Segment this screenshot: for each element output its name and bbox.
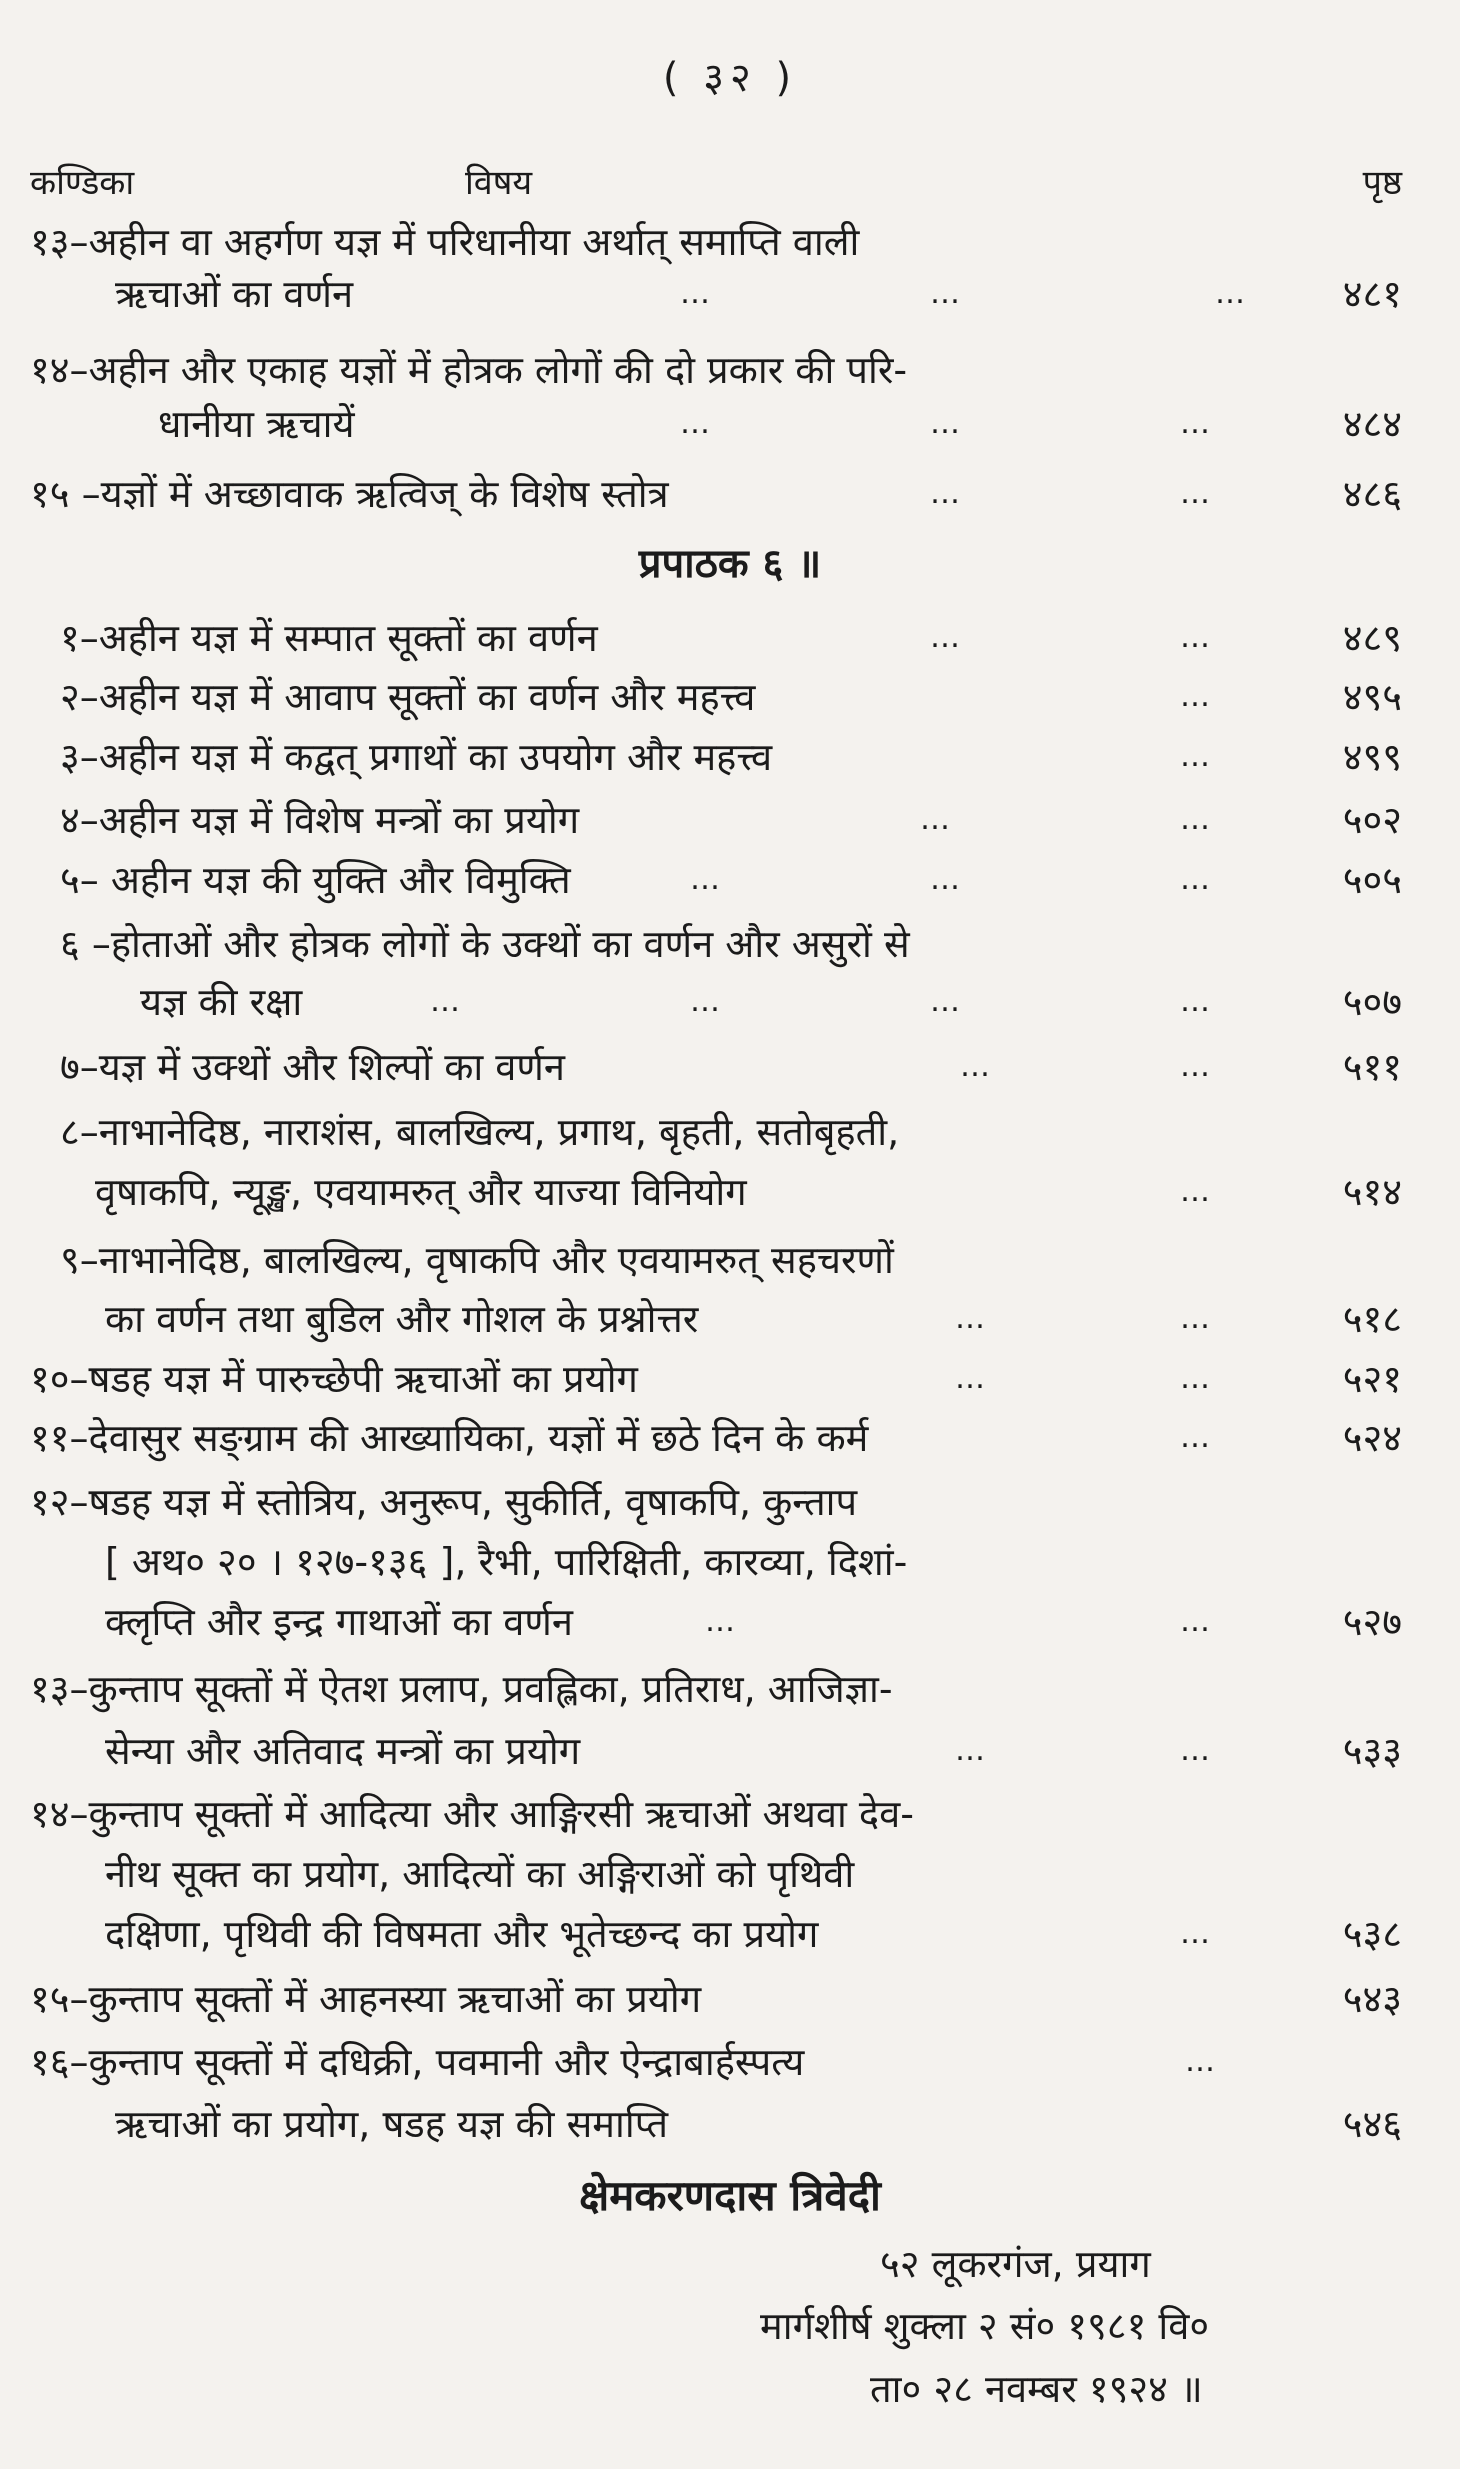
- leader-dots: …: [930, 620, 962, 655]
- entry-line: धानीया ऋचायें: [158, 402, 355, 446]
- entry-page: ४८६: [1342, 472, 1402, 516]
- leader-dots: …: [930, 984, 962, 1019]
- entry-line: क्लृप्ति और इन्द्र गाथाओं का वर्णन: [105, 1600, 573, 1644]
- entry-line: १४–अहीन और एकाह यज्ञों में होत्रक लोगों की दो प्रकार की परि-: [30, 348, 908, 392]
- leader-dots: …: [920, 802, 952, 837]
- leader-dots: …: [960, 1049, 992, 1084]
- leader-dots: …: [955, 1361, 987, 1396]
- entry-page: ५०७: [1342, 980, 1402, 1024]
- leader-dots: …: [690, 984, 722, 1019]
- entry-line: ५– अहीन यज्ञ की युक्ति और विमुक्ति: [60, 858, 571, 902]
- leader-dots: …: [930, 862, 962, 897]
- author-address: ५२ लूकरगंज, प्रयाग: [880, 2242, 1151, 2286]
- leader-dots: …: [1180, 620, 1212, 655]
- section-heading: प्रपाठक ६ ॥: [638, 541, 822, 587]
- entry-line: १४–कुन्ताप सूक्तों में आदित्या और आङ्गिरसी ऋचाओं अथवा देव-: [30, 1792, 914, 1836]
- leader-dots: …: [1180, 739, 1212, 774]
- entry-line: [ अथ० २० । १२७-१३६ ], रैभी, पारिक्षिती, कारव्या, दिशां-: [105, 1540, 908, 1584]
- leader-dots: …: [1180, 984, 1212, 1019]
- leader-dots: …: [930, 476, 962, 511]
- entry-page: ५११: [1342, 1045, 1402, 1089]
- leader-dots: …: [1180, 476, 1212, 511]
- entry-page: ५२१: [1342, 1357, 1402, 1401]
- date-line-1: मार्गशीर्ष शुक्ला २ सं० १९८१ वि०: [760, 2304, 1210, 2348]
- entry-page: ५३३: [1342, 1729, 1402, 1773]
- leader-dots: …: [930, 406, 962, 441]
- entry-line: १६–कुन्ताप सूक्तों में दधिक्री, पवमानी और ऐन्द्राबार्हस्पत्य: [30, 2040, 805, 2084]
- leader-dots: …: [690, 862, 722, 897]
- entry-line: दक्षिणा, पृथिवी की विषमता और भूतेच्छन्द का प्रयोग: [105, 1912, 819, 1956]
- leader-dots: …: [1180, 679, 1212, 714]
- entry-page: ४८९: [1342, 616, 1402, 660]
- page-number: ( ३२ ): [662, 55, 798, 101]
- entry-line: का वर्णन तथा बुडिल और गोशल के प्रश्नोत्तर: [105, 1297, 699, 1341]
- header-prishth: पृष्ठ: [1362, 163, 1402, 203]
- entry-line: १०–षडह यज्ञ में पारुच्छेपी ऋचाओं का प्रयोग: [30, 1357, 638, 1401]
- entry-line: ९–नाभानेदिष्ठ, बालखिल्य, वृषाकपि और एवयामरुत् सहचरणों: [60, 1238, 894, 1282]
- leader-dots: …: [930, 276, 962, 311]
- entry-page: ५०५: [1342, 858, 1402, 902]
- entry-page: ५३८: [1342, 1912, 1402, 1956]
- author-signature: क्षेमकरणदास त्रिवेदी: [579, 2171, 881, 2220]
- header-kandika: कण्डिका: [30, 163, 135, 203]
- entry-line: ७–यज्ञ में उक्थों और शिल्पों का वर्णन: [60, 1045, 565, 1089]
- entry-page: ४९९: [1342, 735, 1402, 779]
- entry-line: १–अहीन यज्ञ में सम्पात सूक्तों का वर्णन: [60, 616, 598, 660]
- entry-line: ३–अहीन यज्ञ में कद्वत् प्रगाथों का उपयोग और महत्त्व: [60, 735, 773, 779]
- entry-page: ५२४: [1342, 1416, 1402, 1460]
- header-vishay: विषय: [465, 163, 533, 203]
- leader-dots: …: [1185, 2044, 1217, 2079]
- leader-dots: …: [1180, 1420, 1212, 1455]
- leader-dots: …: [1180, 1361, 1212, 1396]
- entry-line: ४–अहीन यज्ञ में विशेष मन्त्रों का प्रयोग: [60, 798, 580, 842]
- entry-line: १२–षडह यज्ञ में स्तोत्रिय, अनुरूप, सुकीर्ति, वृषाकपि, कुन्ताप: [30, 1480, 858, 1524]
- leader-dots: …: [1180, 406, 1212, 441]
- entry-line: यज्ञ की रक्षा: [140, 980, 303, 1024]
- entry-line: १३–कुन्ताप सूक्तों में ऐतश प्रलाप, प्रवह्लिका, प्रतिराध, आजिज्ञा-: [30, 1667, 893, 1711]
- leader-dots: …: [680, 406, 712, 441]
- leader-dots: …: [1180, 1049, 1212, 1084]
- entry-page: ५०२: [1342, 798, 1402, 842]
- leader-dots: …: [1215, 276, 1247, 311]
- entry-line: ६ –होताओं और होत्रक लोगों के उक्थों का वर्णन और असुरों से: [60, 922, 910, 966]
- entry-page: ५२७: [1342, 1600, 1402, 1644]
- entry-line: १५ –यज्ञों में अच्छावाक ऋत्विज् के विशेष स्तोत्र: [30, 472, 669, 516]
- leader-dots: …: [705, 1604, 737, 1639]
- entry-page: ४९५: [1342, 675, 1402, 719]
- entry-line: ८–नाभानेदिष्ठ, नाराशंस, बालखिल्य, प्रगाथ, बृहती, सतोबृहती,: [60, 1110, 900, 1154]
- entry-line: ११–देवासुर सङ्ग्राम की आख्यायिका, यज्ञों में छठे दिन के कर्म: [30, 1416, 869, 1460]
- leader-dots: …: [1180, 1604, 1212, 1639]
- entry-page: ५१४: [1342, 1170, 1402, 1214]
- entry-line: २–अहीन यज्ञ में आवाप सूक्तों का वर्णन और महत्त्व: [60, 675, 756, 719]
- entry-line: सेन्या और अतिवाद मन्त्रों का प्रयोग: [105, 1729, 581, 1773]
- entry-page: ४८१: [1342, 272, 1402, 316]
- entry-line: ऋचाओं का वर्णन: [115, 272, 354, 316]
- entry-page: ५४६: [1342, 2102, 1402, 2146]
- entry-line: ऋचाओं का प्रयोग, षडह यज्ञ की समाप्ति: [115, 2102, 669, 2146]
- entry-line: वृषाकपि, न्यूङ्ख, एवयामरुत् और याज्या विनियोग: [95, 1170, 747, 1214]
- entry-line: १३–अहीन वा अहर्गण यज्ञ में परिधानीया अर्थात् समाप्ति वाली: [30, 220, 860, 264]
- leader-dots: …: [955, 1733, 987, 1768]
- entry-page: ५१८: [1342, 1297, 1402, 1341]
- leader-dots: …: [955, 1301, 987, 1336]
- leader-dots: …: [1180, 1916, 1212, 1951]
- leader-dots: …: [1180, 1174, 1212, 1209]
- entry-page: ४८४: [1342, 402, 1402, 446]
- entry-line: नीथ सूक्त का प्रयोग, आदित्यों का अङ्गिराओं को पृथिवी: [105, 1852, 855, 1896]
- leader-dots: …: [430, 984, 462, 1019]
- date-line-2: ता० २८ नवम्बर १९२४ ॥: [870, 2367, 1203, 2411]
- leader-dots: …: [680, 276, 712, 311]
- leader-dots: …: [1180, 862, 1212, 897]
- entry-page: ५४३: [1342, 1977, 1402, 2021]
- leader-dots: …: [1180, 1301, 1212, 1336]
- leader-dots: …: [1180, 802, 1212, 837]
- entry-line: १५–कुन्ताप सूक्तों में आहनस्या ऋचाओं का प्रयोग: [30, 1977, 702, 2021]
- leader-dots: …: [1180, 1733, 1212, 1768]
